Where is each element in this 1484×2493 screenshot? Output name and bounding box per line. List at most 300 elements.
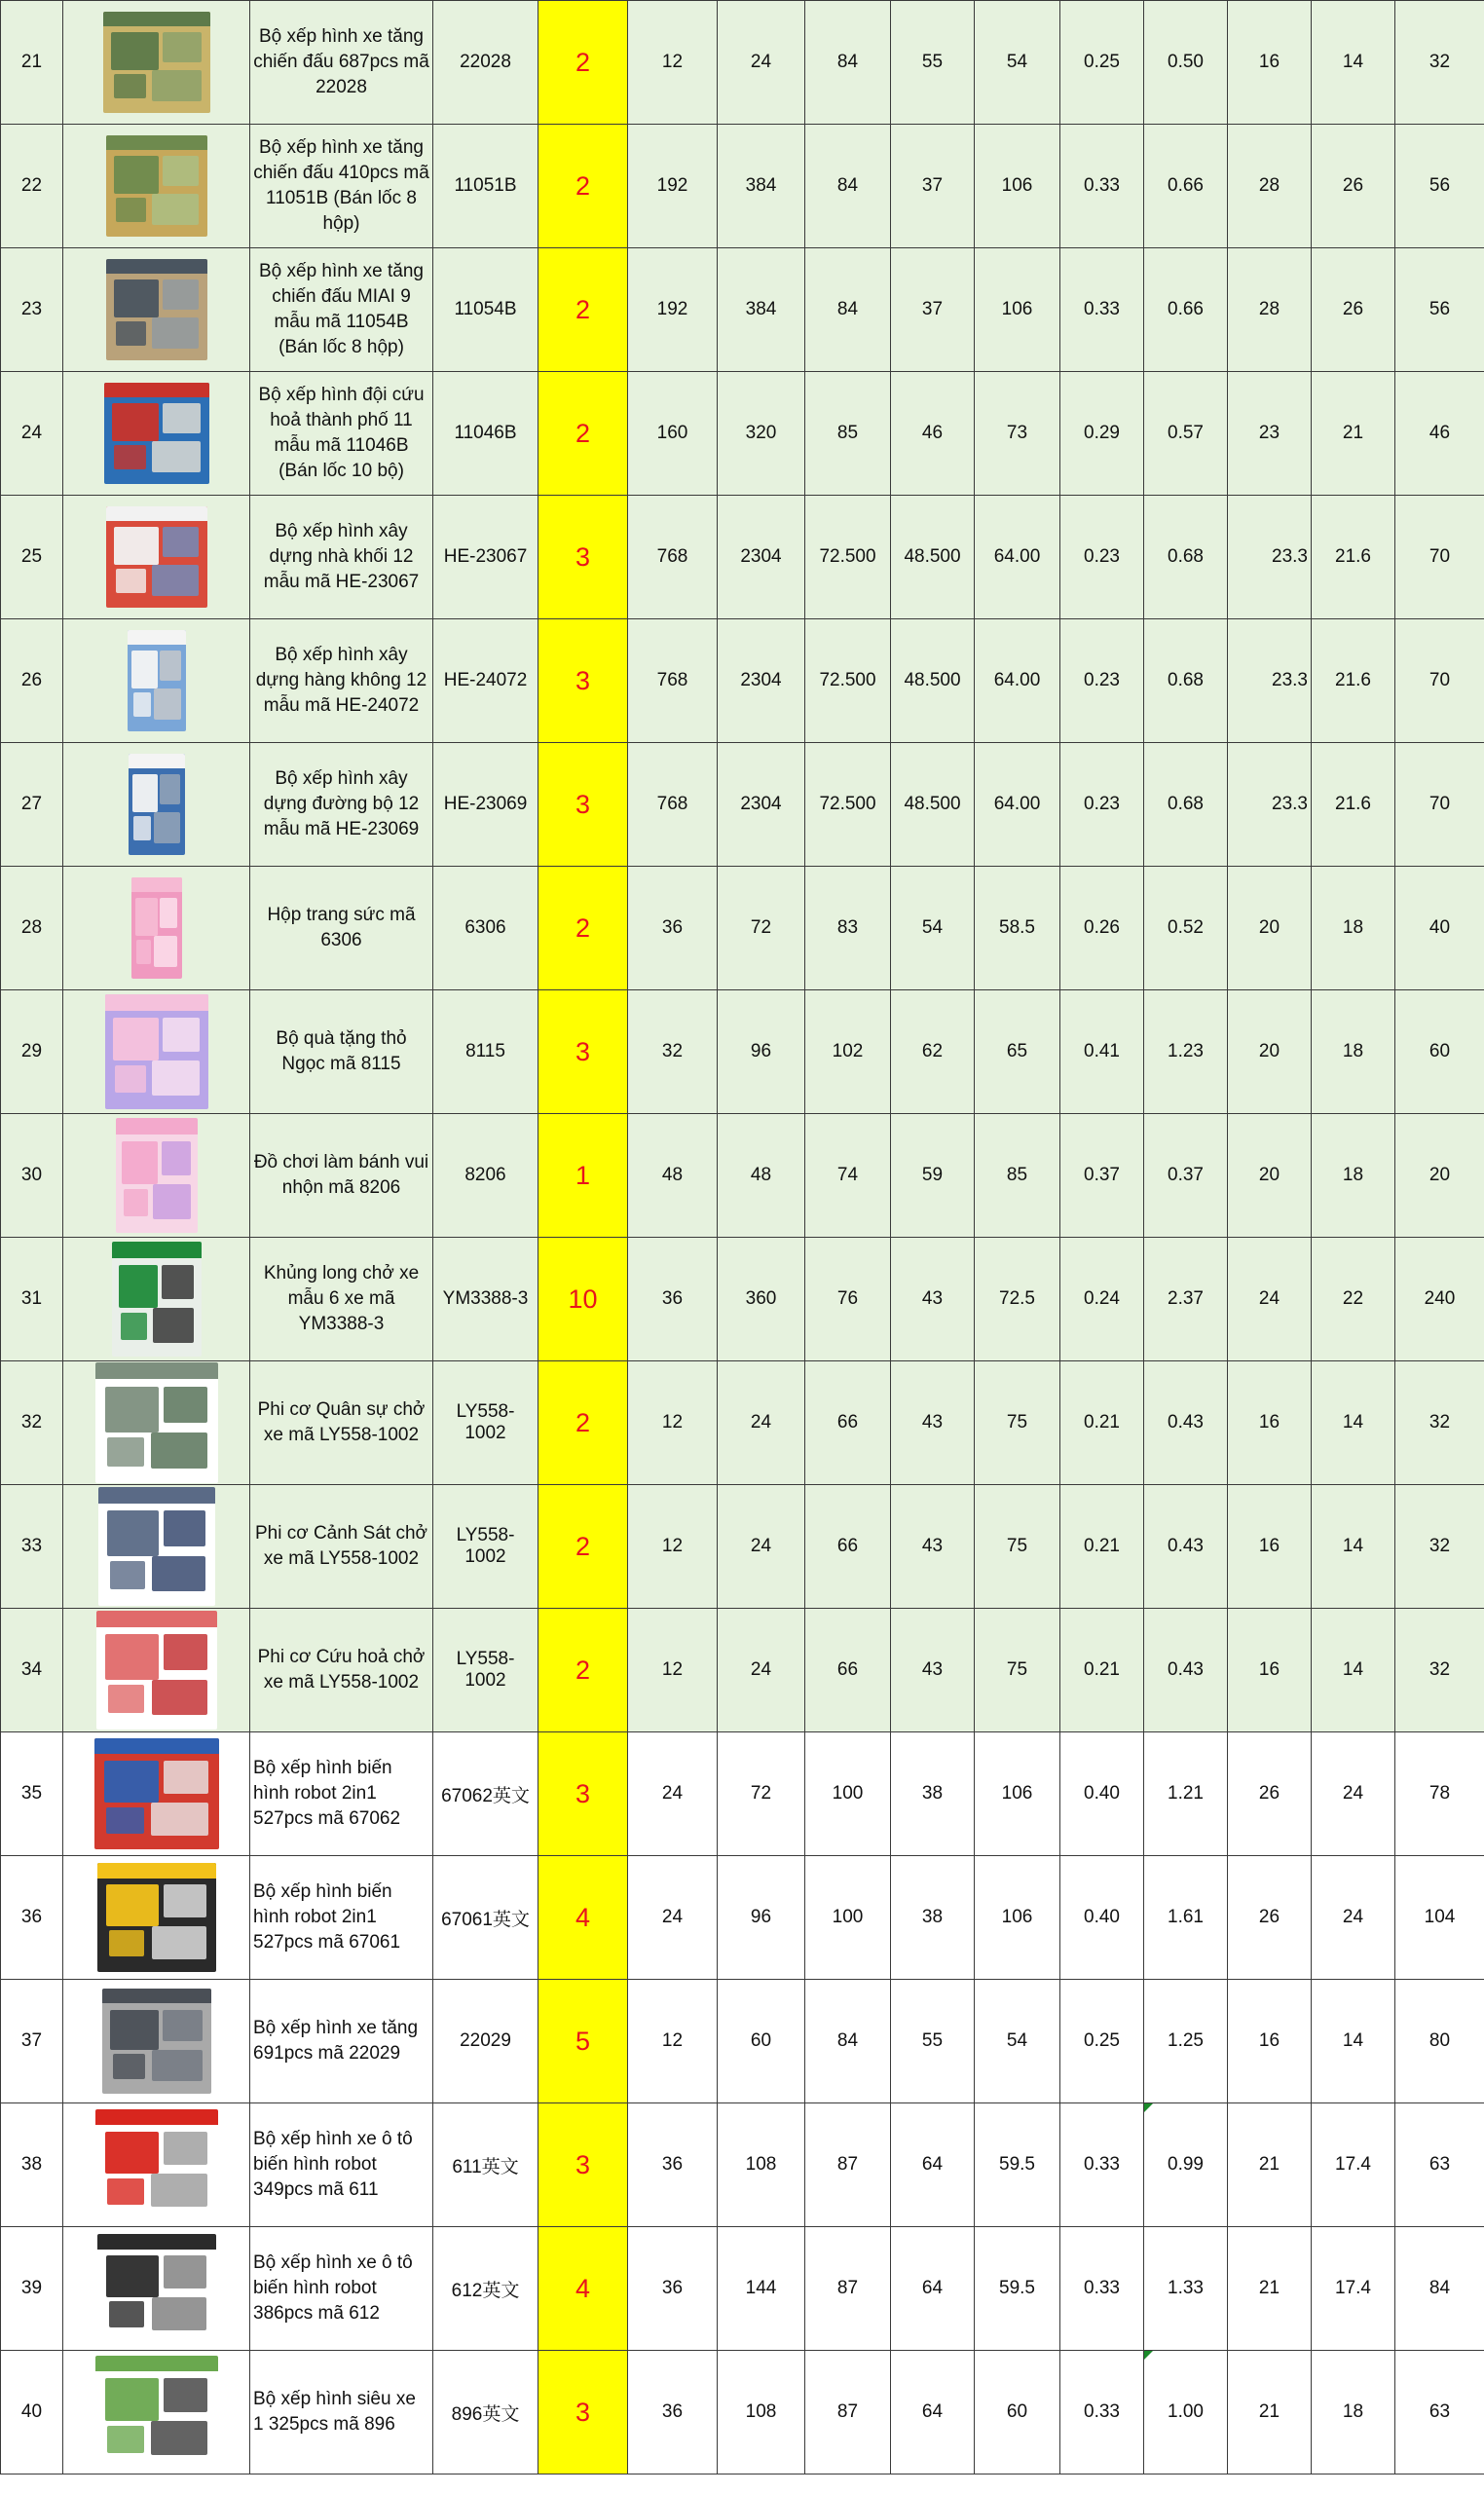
value-cell-8 bbox=[1228, 1485, 1312, 1609]
value-cell-5 bbox=[975, 2227, 1060, 2351]
value-cell-5 bbox=[975, 2351, 1060, 2474]
value-cell-4 bbox=[891, 743, 975, 867]
product-name-text: Bộ xếp hình xe tăng chiến đấu MIAI 9 mẫu mã 11054B (Bán lốc 8 hộp) bbox=[258, 261, 424, 357]
product-name-text: Bộ quà tặng thỏ Ngọc mã 8115 bbox=[276, 1028, 407, 1074]
value-5-text: 75 bbox=[1006, 1659, 1028, 1680]
value-7-text: 0.52 bbox=[1168, 917, 1204, 938]
value-cell-9 bbox=[1312, 2227, 1395, 2351]
value-1-text: 24 bbox=[661, 1907, 684, 1927]
value-cell-4 bbox=[891, 2103, 975, 2227]
value-2-text: 360 bbox=[745, 1288, 777, 1309]
value-3-text: 87 bbox=[836, 2278, 859, 2298]
value-cell-2 bbox=[718, 2103, 805, 2227]
value-6-text: 0.29 bbox=[1084, 423, 1120, 443]
value-4-text: 48.500 bbox=[904, 794, 961, 814]
table-row bbox=[1, 1856, 1484, 1980]
table-row bbox=[1, 1114, 1484, 1238]
product-image-cell bbox=[63, 867, 250, 990]
value-8-text: 23 bbox=[1258, 423, 1280, 443]
value-2-text: 144 bbox=[745, 2278, 777, 2298]
value-cell-5 bbox=[975, 1238, 1060, 1361]
supercar-box-icon bbox=[95, 2356, 218, 2469]
product-code-cell bbox=[433, 1, 538, 125]
product-code-text: HE-23067 bbox=[443, 546, 528, 567]
value-1-text: 36 bbox=[661, 2278, 684, 2298]
value-9-text: 21.6 bbox=[1335, 794, 1371, 814]
value-9-text: 21.6 bbox=[1335, 546, 1371, 567]
quantity-cell bbox=[538, 1238, 628, 1361]
value-9-text: 21.6 bbox=[1335, 670, 1371, 690]
value-6-text: 0.40 bbox=[1084, 1783, 1120, 1804]
value-cell-9 bbox=[1312, 1980, 1395, 2103]
product-image-cell bbox=[63, 248, 250, 372]
value-cell-7 bbox=[1144, 1485, 1228, 1609]
stt-text: 40 bbox=[20, 2401, 43, 2422]
product-image-cell bbox=[63, 1, 250, 125]
value-cell-3 bbox=[805, 248, 891, 372]
value-7-text: 0.57 bbox=[1168, 423, 1204, 443]
stt-text: 32 bbox=[20, 1412, 43, 1433]
value-9-text: 24 bbox=[1342, 1907, 1364, 1927]
value-1-text: 48 bbox=[661, 1165, 684, 1185]
stt-text: 33 bbox=[20, 1536, 43, 1556]
value-cell-10 bbox=[1395, 2227, 1484, 2351]
product-name-text: Hộp trang sức mã 6306 bbox=[267, 905, 416, 950]
value-cell-1 bbox=[628, 248, 718, 372]
product-code-text: 11054B bbox=[454, 299, 517, 319]
value-cell-8 bbox=[1228, 125, 1312, 248]
product-image-cell bbox=[63, 125, 250, 248]
product-code-cell bbox=[433, 743, 538, 867]
value-1-text: 12 bbox=[661, 1412, 684, 1433]
value-8-text: 16 bbox=[1258, 1412, 1280, 1433]
product-name-text: Bộ xếp hình xây dựng hàng không 12 mẫu mã HE-24072 bbox=[255, 645, 427, 716]
value-cell-1 bbox=[628, 2103, 718, 2227]
value-7-text: 1.25 bbox=[1168, 2030, 1204, 2051]
value-cell-9 bbox=[1312, 1732, 1395, 1856]
table-row bbox=[1, 372, 1484, 496]
product-name-text: Khủng long chở xe mẫu 6 xe mã YM3388-3 bbox=[263, 1263, 420, 1334]
value-cell-5 bbox=[975, 867, 1060, 990]
value-8-text: 28 bbox=[1258, 175, 1280, 196]
product-name-text: Phi cơ Cảnh Sát chở xe mã LY558-1002 bbox=[254, 1523, 427, 1569]
value-cell-4 bbox=[891, 2227, 975, 2351]
value-2-text: 72 bbox=[750, 1783, 772, 1804]
value-9-text: 14 bbox=[1342, 1412, 1364, 1433]
product-code-text: HE-23069 bbox=[443, 794, 528, 814]
stt-cell bbox=[1, 496, 63, 619]
value-cell-3 bbox=[805, 2227, 891, 2351]
value-cell-10 bbox=[1395, 496, 1484, 619]
value-cell-7 bbox=[1144, 2351, 1228, 2474]
value-9-text: 21 bbox=[1342, 423, 1364, 443]
value-5-text: 60 bbox=[1006, 2401, 1028, 2422]
value-cell-2 bbox=[718, 2351, 805, 2474]
product-image-cell bbox=[63, 1980, 250, 2103]
quantity-cell bbox=[538, 2351, 628, 2474]
value-5-text: 106 bbox=[1001, 175, 1033, 196]
value-cell-5 bbox=[975, 248, 1060, 372]
product-name-cell bbox=[250, 619, 433, 743]
value-1-text: 160 bbox=[656, 423, 688, 443]
stt-cell bbox=[1, 619, 63, 743]
value-10-text: 60 bbox=[1428, 1041, 1451, 1061]
value-cell-2 bbox=[718, 1485, 805, 1609]
building-blocks-catalog-icon bbox=[106, 506, 207, 608]
product-name-cell bbox=[250, 2351, 433, 2474]
value-3-text: 72.500 bbox=[819, 794, 876, 814]
stt-text: 23 bbox=[20, 299, 43, 319]
value-3-text: 84 bbox=[836, 2030, 859, 2051]
value-5-text: 65 bbox=[1006, 1041, 1028, 1061]
value-cell-5 bbox=[975, 1485, 1060, 1609]
value-1-text: 32 bbox=[661, 1041, 684, 1061]
value-cell-7 bbox=[1144, 1, 1228, 125]
quantity-cell bbox=[538, 619, 628, 743]
value-9-text: 22 bbox=[1342, 1288, 1364, 1309]
quantity-text: 2 bbox=[575, 418, 591, 448]
value-cell-1 bbox=[628, 1856, 718, 1980]
product-name-cell bbox=[250, 1609, 433, 1732]
value-2-text: 24 bbox=[750, 1659, 772, 1680]
value-cell-4 bbox=[891, 990, 975, 1114]
value-cell-4 bbox=[891, 125, 975, 248]
value-cell-7 bbox=[1144, 619, 1228, 743]
quantity-cell bbox=[538, 496, 628, 619]
quantity-text: 3 bbox=[575, 541, 591, 572]
value-6-text: 0.25 bbox=[1084, 52, 1120, 72]
value-cell-9 bbox=[1312, 496, 1395, 619]
stt-cell bbox=[1, 990, 63, 1114]
value-cell-1 bbox=[628, 2227, 718, 2351]
value-4-text: 62 bbox=[921, 1041, 944, 1061]
quantity-cell bbox=[538, 1856, 628, 1980]
value-cell-4 bbox=[891, 1856, 975, 1980]
value-2-text: 48 bbox=[750, 1165, 772, 1185]
value-3-text: 66 bbox=[836, 1659, 859, 1680]
value-10-text: 70 bbox=[1428, 670, 1451, 690]
value-cell-2 bbox=[718, 1361, 805, 1485]
value-cell-8 bbox=[1228, 1, 1312, 125]
product-code-cell bbox=[433, 1114, 538, 1238]
value-7-text: 0.50 bbox=[1168, 52, 1204, 72]
value-3-text: 76 bbox=[836, 1288, 859, 1309]
product-name-text: Bộ xếp hình đội cứu hoả thành phố 11 mẫu mã 11046B (Bán lốc 10 bộ) bbox=[258, 385, 425, 481]
value-10-text: 32 bbox=[1428, 1412, 1451, 1433]
police-plane-toy-icon bbox=[98, 1487, 215, 1606]
value-cell-9 bbox=[1312, 619, 1395, 743]
value-2-text: 96 bbox=[750, 1041, 772, 1061]
product-code-text: 896英文 bbox=[451, 2403, 520, 2425]
value-cell-10 bbox=[1395, 248, 1484, 372]
quantity-text: 2 bbox=[575, 1407, 591, 1437]
product-code-text: 22029 bbox=[460, 2030, 511, 2051]
product-image-cell bbox=[63, 2351, 250, 2474]
value-5-text: 106 bbox=[1001, 1907, 1033, 1927]
value-cell-3 bbox=[805, 1856, 891, 1980]
stt-text: 21 bbox=[20, 52, 43, 72]
product-code-text: 6306 bbox=[464, 917, 506, 938]
value-cell-2 bbox=[718, 619, 805, 743]
value-4-text: 46 bbox=[921, 423, 944, 443]
value-cell-1 bbox=[628, 125, 718, 248]
value-cell-4 bbox=[891, 2351, 975, 2474]
value-cell-2 bbox=[718, 1, 805, 125]
rabbit-gift-set-icon bbox=[105, 994, 208, 1109]
value-10-text: 63 bbox=[1428, 2154, 1451, 2175]
value-cell-6 bbox=[1060, 743, 1144, 867]
value-2-text: 320 bbox=[745, 423, 777, 443]
stt-cell bbox=[1, 2351, 63, 2474]
value-7-text: 0.68 bbox=[1168, 670, 1204, 690]
value-2-text: 24 bbox=[750, 1536, 772, 1556]
product-code-cell bbox=[433, 1485, 538, 1609]
product-image-cell bbox=[63, 1485, 250, 1609]
value-6-text: 0.23 bbox=[1084, 670, 1120, 690]
value-cell-5 bbox=[975, 1, 1060, 125]
value-10-text: 40 bbox=[1428, 917, 1451, 938]
value-6-text: 0.33 bbox=[1084, 2278, 1120, 2298]
quantity-text: 3 bbox=[575, 1778, 591, 1808]
value-5-text: 59.5 bbox=[999, 2278, 1035, 2298]
value-cell-3 bbox=[805, 990, 891, 1114]
value-7-text: 0.66 bbox=[1168, 299, 1204, 319]
value-cell-2 bbox=[718, 1114, 805, 1238]
value-cell-9 bbox=[1312, 1856, 1395, 1980]
quantity-cell bbox=[538, 1609, 628, 1732]
quantity-text: 3 bbox=[575, 789, 591, 819]
value-2-text: 24 bbox=[750, 1412, 772, 1433]
value-cell-1 bbox=[628, 1238, 718, 1361]
stt-cell bbox=[1, 743, 63, 867]
value-10-text: 56 bbox=[1428, 175, 1451, 196]
quantity-cell bbox=[538, 990, 628, 1114]
product-code-text: 22028 bbox=[460, 52, 511, 72]
value-1-text: 12 bbox=[661, 2030, 684, 2051]
value-8-text: 23.3 bbox=[1272, 670, 1308, 690]
stt-text: 26 bbox=[20, 670, 43, 690]
value-3-text: 85 bbox=[836, 423, 859, 443]
value-2-text: 2304 bbox=[740, 670, 782, 690]
value-10-text: 32 bbox=[1428, 1659, 1451, 1680]
value-4-text: 43 bbox=[921, 1288, 944, 1309]
value-cell-10 bbox=[1395, 1856, 1484, 1980]
value-cell-6 bbox=[1060, 1361, 1144, 1485]
table-row bbox=[1, 1, 1484, 125]
product-name-cell bbox=[250, 2227, 433, 2351]
quantity-text: 5 bbox=[575, 2026, 591, 2056]
cell-comment-marker bbox=[1144, 2103, 1153, 2112]
value-9-text: 18 bbox=[1342, 1041, 1364, 1061]
quantity-text: 10 bbox=[568, 1284, 598, 1314]
product-image-cell bbox=[63, 372, 250, 496]
cell-comment-marker bbox=[1144, 2351, 1153, 2360]
table-row bbox=[1, 2103, 1484, 2227]
value-cell-7 bbox=[1144, 1609, 1228, 1732]
quantity-text: 3 bbox=[575, 2397, 591, 2427]
product-name-text: Bộ xếp hình xe tăng chiến đấu 687pcs mã 22028 bbox=[253, 26, 429, 97]
value-5-text: 64.00 bbox=[993, 794, 1041, 814]
value-2-text: 24 bbox=[750, 52, 772, 72]
value-10-text: 20 bbox=[1428, 1165, 1451, 1185]
military-tank-set-box-icon bbox=[103, 12, 210, 113]
value-3-text: 84 bbox=[836, 52, 859, 72]
table-row bbox=[1, 1732, 1484, 1856]
value-cell-8 bbox=[1228, 2103, 1312, 2227]
value-cell-1 bbox=[628, 1732, 718, 1856]
value-cell-1 bbox=[628, 743, 718, 867]
table-row bbox=[1, 1980, 1484, 2103]
value-cell-8 bbox=[1228, 1856, 1312, 1980]
table-row bbox=[1, 1609, 1484, 1732]
value-cell-3 bbox=[805, 1485, 891, 1609]
value-3-text: 74 bbox=[836, 1165, 859, 1185]
value-cell-4 bbox=[891, 1361, 975, 1485]
aviation-blocks-catalog-icon bbox=[128, 630, 186, 731]
value-cell-5 bbox=[975, 1980, 1060, 2103]
product-code-text: 612英文 bbox=[451, 2280, 520, 2301]
value-3-text: 102 bbox=[832, 1041, 864, 1061]
value-cell-6 bbox=[1060, 248, 1144, 372]
military-plane-toy-icon bbox=[95, 1362, 218, 1483]
value-cell-9 bbox=[1312, 867, 1395, 990]
quantity-text: 4 bbox=[575, 2273, 591, 2303]
stt-cell bbox=[1, 125, 63, 248]
value-6-text: 0.21 bbox=[1084, 1659, 1120, 1680]
stt-text: 28 bbox=[20, 917, 43, 938]
value-8-text: 20 bbox=[1258, 917, 1280, 938]
product-code-text: LY558-1002 bbox=[456, 1401, 515, 1443]
value-cell-9 bbox=[1312, 743, 1395, 867]
value-4-text: 55 bbox=[921, 52, 944, 72]
table-row bbox=[1, 2351, 1484, 2474]
product-name-cell bbox=[250, 248, 433, 372]
stt-cell bbox=[1, 1980, 63, 2103]
value-5-text: 54 bbox=[1006, 52, 1028, 72]
value-3-text: 72.500 bbox=[819, 670, 876, 690]
value-1-text: 12 bbox=[661, 1659, 684, 1680]
value-cell-6 bbox=[1060, 867, 1144, 990]
product-code-text: 11051B bbox=[454, 175, 517, 196]
stt-cell bbox=[1, 1856, 63, 1980]
value-6-text: 0.21 bbox=[1084, 1536, 1120, 1556]
value-10-text: 46 bbox=[1428, 423, 1451, 443]
value-cell-5 bbox=[975, 2103, 1060, 2227]
value-cell-1 bbox=[628, 619, 718, 743]
value-7-text: 1.61 bbox=[1168, 1907, 1204, 1927]
value-cell-3 bbox=[805, 867, 891, 990]
value-7-text: 0.66 bbox=[1168, 175, 1204, 196]
value-cell-3 bbox=[805, 1, 891, 125]
value-cell-1 bbox=[628, 1, 718, 125]
product-code-cell bbox=[433, 1361, 538, 1485]
value-10-text: 70 bbox=[1428, 546, 1451, 567]
product-code-text: YM3388-3 bbox=[442, 1288, 529, 1309]
value-cell-8 bbox=[1228, 1980, 1312, 2103]
stt-cell bbox=[1, 867, 63, 990]
value-cell-6 bbox=[1060, 2227, 1144, 2351]
product-name-text: Phi cơ Cứu hoả chở xe mã LY558-1002 bbox=[257, 1647, 426, 1693]
value-cell-4 bbox=[891, 1, 975, 125]
value-cell-3 bbox=[805, 743, 891, 867]
value-3-text: 66 bbox=[836, 1412, 859, 1433]
stt-text: 34 bbox=[20, 1659, 43, 1680]
product-code-cell bbox=[433, 496, 538, 619]
product-code-text: LY558-1002 bbox=[456, 1649, 515, 1691]
value-2-text: 384 bbox=[745, 175, 777, 196]
value-cell-4 bbox=[891, 496, 975, 619]
value-cell-8 bbox=[1228, 248, 1312, 372]
value-cell-6 bbox=[1060, 1485, 1144, 1609]
value-cell-5 bbox=[975, 1609, 1060, 1732]
stt-text: 27 bbox=[20, 794, 43, 814]
value-cell-9 bbox=[1312, 2103, 1395, 2227]
value-cell-8 bbox=[1228, 2227, 1312, 2351]
value-cell-5 bbox=[975, 619, 1060, 743]
dinosaur-truck-box-icon bbox=[112, 1242, 202, 1357]
value-4-text: 59 bbox=[921, 1165, 944, 1185]
value-10-text: 63 bbox=[1428, 2401, 1451, 2422]
value-1-text: 36 bbox=[661, 2401, 684, 2422]
value-cell-2 bbox=[718, 1980, 805, 2103]
value-6-text: 0.25 bbox=[1084, 2030, 1120, 2051]
value-cell-1 bbox=[628, 990, 718, 1114]
stt-cell bbox=[1, 1361, 63, 1485]
value-cell-10 bbox=[1395, 1361, 1484, 1485]
value-8-text: 28 bbox=[1258, 299, 1280, 319]
value-4-text: 37 bbox=[921, 299, 944, 319]
product-code-text: 11046B bbox=[454, 423, 517, 443]
value-3-text: 100 bbox=[832, 1907, 864, 1927]
value-cell-6 bbox=[1060, 1114, 1144, 1238]
value-cell-1 bbox=[628, 372, 718, 496]
value-cell-2 bbox=[718, 990, 805, 1114]
value-1-text: 192 bbox=[656, 299, 688, 319]
value-cell-10 bbox=[1395, 1114, 1484, 1238]
value-cell-10 bbox=[1395, 2103, 1484, 2227]
value-cell-9 bbox=[1312, 372, 1395, 496]
stt-cell bbox=[1, 1, 63, 125]
product-code-cell bbox=[433, 619, 538, 743]
value-10-text: 84 bbox=[1428, 2278, 1451, 2298]
value-6-text: 0.40 bbox=[1084, 1907, 1120, 1927]
stt-text: 25 bbox=[20, 546, 43, 567]
value-8-text: 20 bbox=[1258, 1041, 1280, 1061]
value-cell-3 bbox=[805, 1980, 891, 2103]
value-1-text: 192 bbox=[656, 175, 688, 196]
quantity-text: 3 bbox=[575, 665, 591, 695]
quantity-cell bbox=[538, 1, 628, 125]
value-3-text: 100 bbox=[832, 1783, 864, 1804]
quantity-cell bbox=[538, 867, 628, 990]
value-cell-4 bbox=[891, 1609, 975, 1732]
value-4-text: 64 bbox=[921, 2278, 944, 2298]
value-9-text: 18 bbox=[1342, 2401, 1364, 2422]
value-cell-5 bbox=[975, 1361, 1060, 1485]
value-cell-7 bbox=[1144, 1114, 1228, 1238]
product-name-cell bbox=[250, 990, 433, 1114]
value-4-text: 64 bbox=[921, 2154, 944, 2175]
product-name-cell bbox=[250, 372, 433, 496]
quantity-text: 3 bbox=[575, 2149, 591, 2179]
value-cell-8 bbox=[1228, 496, 1312, 619]
value-cell-5 bbox=[975, 1732, 1060, 1856]
value-8-text: 26 bbox=[1258, 1783, 1280, 1804]
quantity-text: 4 bbox=[575, 1902, 591, 1932]
stt-cell bbox=[1, 1114, 63, 1238]
quantity-cell bbox=[538, 1361, 628, 1485]
value-1-text: 768 bbox=[656, 794, 688, 814]
